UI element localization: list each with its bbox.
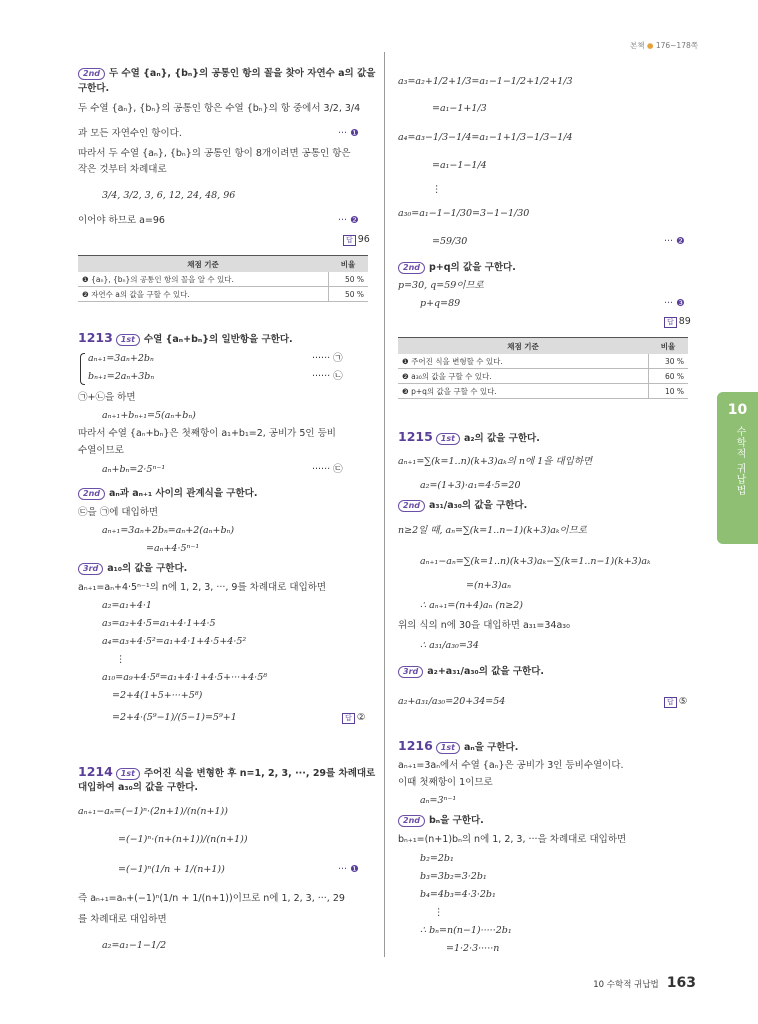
text-line: ㉠+㉡을 하면 [78,392,136,403]
math-line: b₃=3b₂=3·2b₁ [420,871,487,882]
text-line: 이어야 하므로 a=96 [78,215,165,226]
page-reference: 본책 ● 176~178쪽 [630,41,698,50]
step-tag: 2nd [78,68,105,80]
math-line: a₂=a₁−1−1/2 [102,940,167,951]
math-line: a₃=a₂+4·5=a₁+4·1+4·5 [102,618,216,629]
math-line: a₂=a₁+4·1 [102,600,152,611]
table-row: ❸ p+q의 값을 구할 수 있다. 10 % [398,384,688,399]
math-line: =(n+3)aₙ [466,580,512,591]
math-line: p=30, q=59이므로 [398,280,484,291]
score-marker: ··· ❷ [338,215,359,226]
math-line: 3/4, 3/2, 3, 6, 12, 24, 48, 96 [102,190,236,201]
math-line: aₙ₊₁−aₙ=(−1)ⁿ·(2n+1)/(n(n+1)) [78,806,228,817]
math-line: ∴ aₙ₊₁=(n+4)aₙ (n≥2) [420,600,523,611]
math-line: =a₁−1+1/3 [432,103,487,114]
math-line: a₂=(1+3)·a₁=4·5=20 [420,480,521,491]
text-line: aₙ₊₁=aₙ+4·5ⁿ⁻¹의 n에 1, 2, 3, ···, 9를 차례대로 대입하면 [78,582,327,593]
score-marker: ··· ❶ [338,864,359,875]
text-line: ㉢을 ㉠에 대입하면 [78,507,159,518]
math-line: aₙ₊₁−aₙ=∑(k=1..n)(k+3)aₖ−∑(k=1..n−1)(k+3)aₖ [420,556,651,567]
table-header: 비율 [648,338,688,355]
text-line: 과 모든 자연수인 항이다. [78,128,182,139]
problem-heading: 1213 1st 수열 {aₙ+bₙ}의 일반항을 구한다. [78,330,293,345]
math-line: =2+4·(5⁹−1)/(5−1)=5⁹+1 [112,712,237,723]
text-line: 따라서 수열 {aₙ+bₙ}은 첫째항이 a₁+b₁=2, 공비가 5인 등비 [78,428,336,439]
math-line: aₙ₊₁+bₙ₊₁=5(aₙ+bₙ) [102,410,196,421]
equation-label: ······ ㉡ [312,371,343,382]
answer: 답 ② [342,712,365,724]
table-row: ❷ 자연수 a의 값을 구할 수 있다. 50 % [78,287,368,302]
text-line: 수열이므로 [78,445,124,456]
problem-heading: 1214 1st 주어진 식을 변형한 후 n=1, 2, 3, ···, 29를 차례대로 [78,764,376,779]
math-line: ⋮ [116,654,126,665]
chapter-number: 10 [727,402,748,418]
page-number: 163 [666,975,696,991]
math-line: aₙ=3ⁿ⁻¹ [420,795,457,806]
text-line: 따라서 두 수열 {aₙ}, {bₙ}의 공통인 항이 8개이려면 공통인 항은 [78,148,351,159]
problem-heading: 1216 1st aₙ을 구한다. [398,738,519,753]
brace [80,353,85,385]
text-line: 위의 식의 n에 30을 대입하면 a₃₁=34a₃₀ [398,620,570,631]
math-line: b₂=2b₁ [420,853,454,864]
text-line: bₙ₊₁=(n+1)bₙ의 n에 1, 2, 3, ···을 차례대로 대입하면 [398,834,627,845]
step-heading: 2nd aₙ과 aₙ₊₁ 사이의 관계식을 구한다. [78,488,257,500]
score-marker: ··· ❷ [664,236,685,247]
answer-icon: 답 [343,235,356,246]
problem-heading: 1215 1st a₂의 값을 구한다. [398,429,540,444]
table-row: ❶ {aₙ}, {bₙ}의 공통인 항의 꼴을 알 수 있다. 50 % [78,272,368,287]
math-line: =aₙ+4·5ⁿ⁻¹ [146,543,200,554]
step-heading: 3rd a₁₀의 값을 구한다. [78,563,187,575]
text-line: 구한다. [78,83,110,94]
chapter-label: 수학적 귀납법 [734,426,745,497]
table-header: 비율 [328,256,368,273]
answer: 답 89 [664,316,691,328]
step-heading: 2nd bₙ을 구한다. [398,815,484,827]
table-row: ❶ 주어진 식을 변형할 수 있다. 30 % [398,354,688,369]
math-line: a₃=a₂+1/2+1/3=a₁−1−1/2+1/2+1/3 [398,76,573,87]
math-line: a₄=a₃−1/3−1/4=a₁−1+1/3−1/3−1/4 [398,132,573,143]
text-line: 즉 aₙ₊₁=aₙ+(−1)ⁿ(1/n + 1/(n+1))이므로 n에 1, 2, 3, ···, 29 [78,893,345,904]
math-line: ∴ a₃₁/a₃₀=34 [420,640,479,651]
column-divider [384,52,385,957]
answer: 답 ⑤ [664,696,687,708]
math-line: ⋮ [432,184,442,195]
table-row: ❷ a₃₀의 값을 구할 수 있다. 60 % [398,369,688,384]
math-line: a₃₀=a₁−1−1/30=3−1−1/30 [398,208,530,219]
text-line: 작은 것부터 차례대로 [78,164,167,175]
page-footer [593,975,696,991]
answer: 답 96 [343,234,370,246]
score-marker: ··· ❸ [664,298,685,309]
math-line: aₙ+bₙ=2·5ⁿ⁻¹ [102,464,166,475]
text-line: 두 수열 {aₙ}, {bₙ}의 공통인 항은 수열 {bₙ}의 항 중에서 3/2, 3/4 [78,103,361,114]
text-line: 이때 첫째항이 1이므로 [398,777,493,788]
math-line: aₙ₊₁=∑(k=1..n)(k+3)aₖ의 n에 1을 대입하면 [398,456,593,467]
math-line: =1·2·3·····n [446,943,500,954]
math-line: p+q=89 [420,298,461,309]
text-line: 를 차례대로 대입하면 [78,914,167,925]
math-line: =(−1)ⁿ(1/n + 1/(n+1)) [118,864,225,875]
grading-table [78,255,368,302]
step-heading: 2nd a₃₁/a₃₀의 값을 구한다. [398,500,527,512]
math-line: a₄=a₃+4·5²=a₁+4·1+4·5+4·5² [102,636,247,647]
math-line: aₙ₊₁=3aₙ+2bₙ=aₙ+2(aₙ+bₙ) [102,525,235,536]
math-line: ∴ bₙ=n(n−1)·····2b₁ [420,925,512,936]
math-line: ⋮ [434,907,444,918]
table-header: 채점 기준 [398,338,648,355]
math-line: n≥2일 때, aₙ=∑(k=1..n−1)(k+3)aₖ이므로 [398,525,587,536]
equation-label: ······ ㉢ [312,464,343,475]
footer-chapter: 10 수학적 귀납법 [593,980,659,990]
chapter-side-tab[interactable] [717,392,758,544]
math-line: a₁₀=a₉+4·5⁸=a₁+4·1+4·5+···+4·5⁸ [102,672,268,683]
math-line: a₂+a₃₁/a₃₀=20+34=54 [398,696,506,707]
step-heading: 2nd p+q의 값을 구한다. [398,262,516,274]
step-heading: 3rd a₂+a₃₁/a₃₀의 값을 구한다. [398,666,544,678]
math-line: =2+4(1+5+···+5⁸) [112,690,203,701]
table-header: 채점 기준 [78,256,328,273]
grading-table [398,337,688,399]
math-line: b₄=4b₃=4·3·2b₁ [420,889,496,900]
math-line: =(−1)ⁿ·(n+(n+1))/(n(n+1)) [118,834,248,845]
math-line: =a₁−1−1/4 [432,160,487,171]
score-marker: ··· ❶ [338,128,359,139]
equation-label: ······ ㉠ [312,353,343,364]
math-line: bₙ₊₁=2aₙ+3bₙ [88,371,155,382]
text-line: aₙ₊₁=3aₙ에서 수열 {aₙ}은 공비가 3인 등비수열이다. [398,760,624,771]
math-line: aₙ₊₁=3aₙ+2bₙ [88,353,154,364]
math-line: =59/30 [432,236,468,247]
step-heading: 2nd 두 수열 {aₙ}, {bₙ}의 공통인 항의 꼴을 찾아 자연수 a의 값을 [78,68,375,80]
text-line: 대입하여 a₃₀의 값을 구한다. [78,782,199,793]
